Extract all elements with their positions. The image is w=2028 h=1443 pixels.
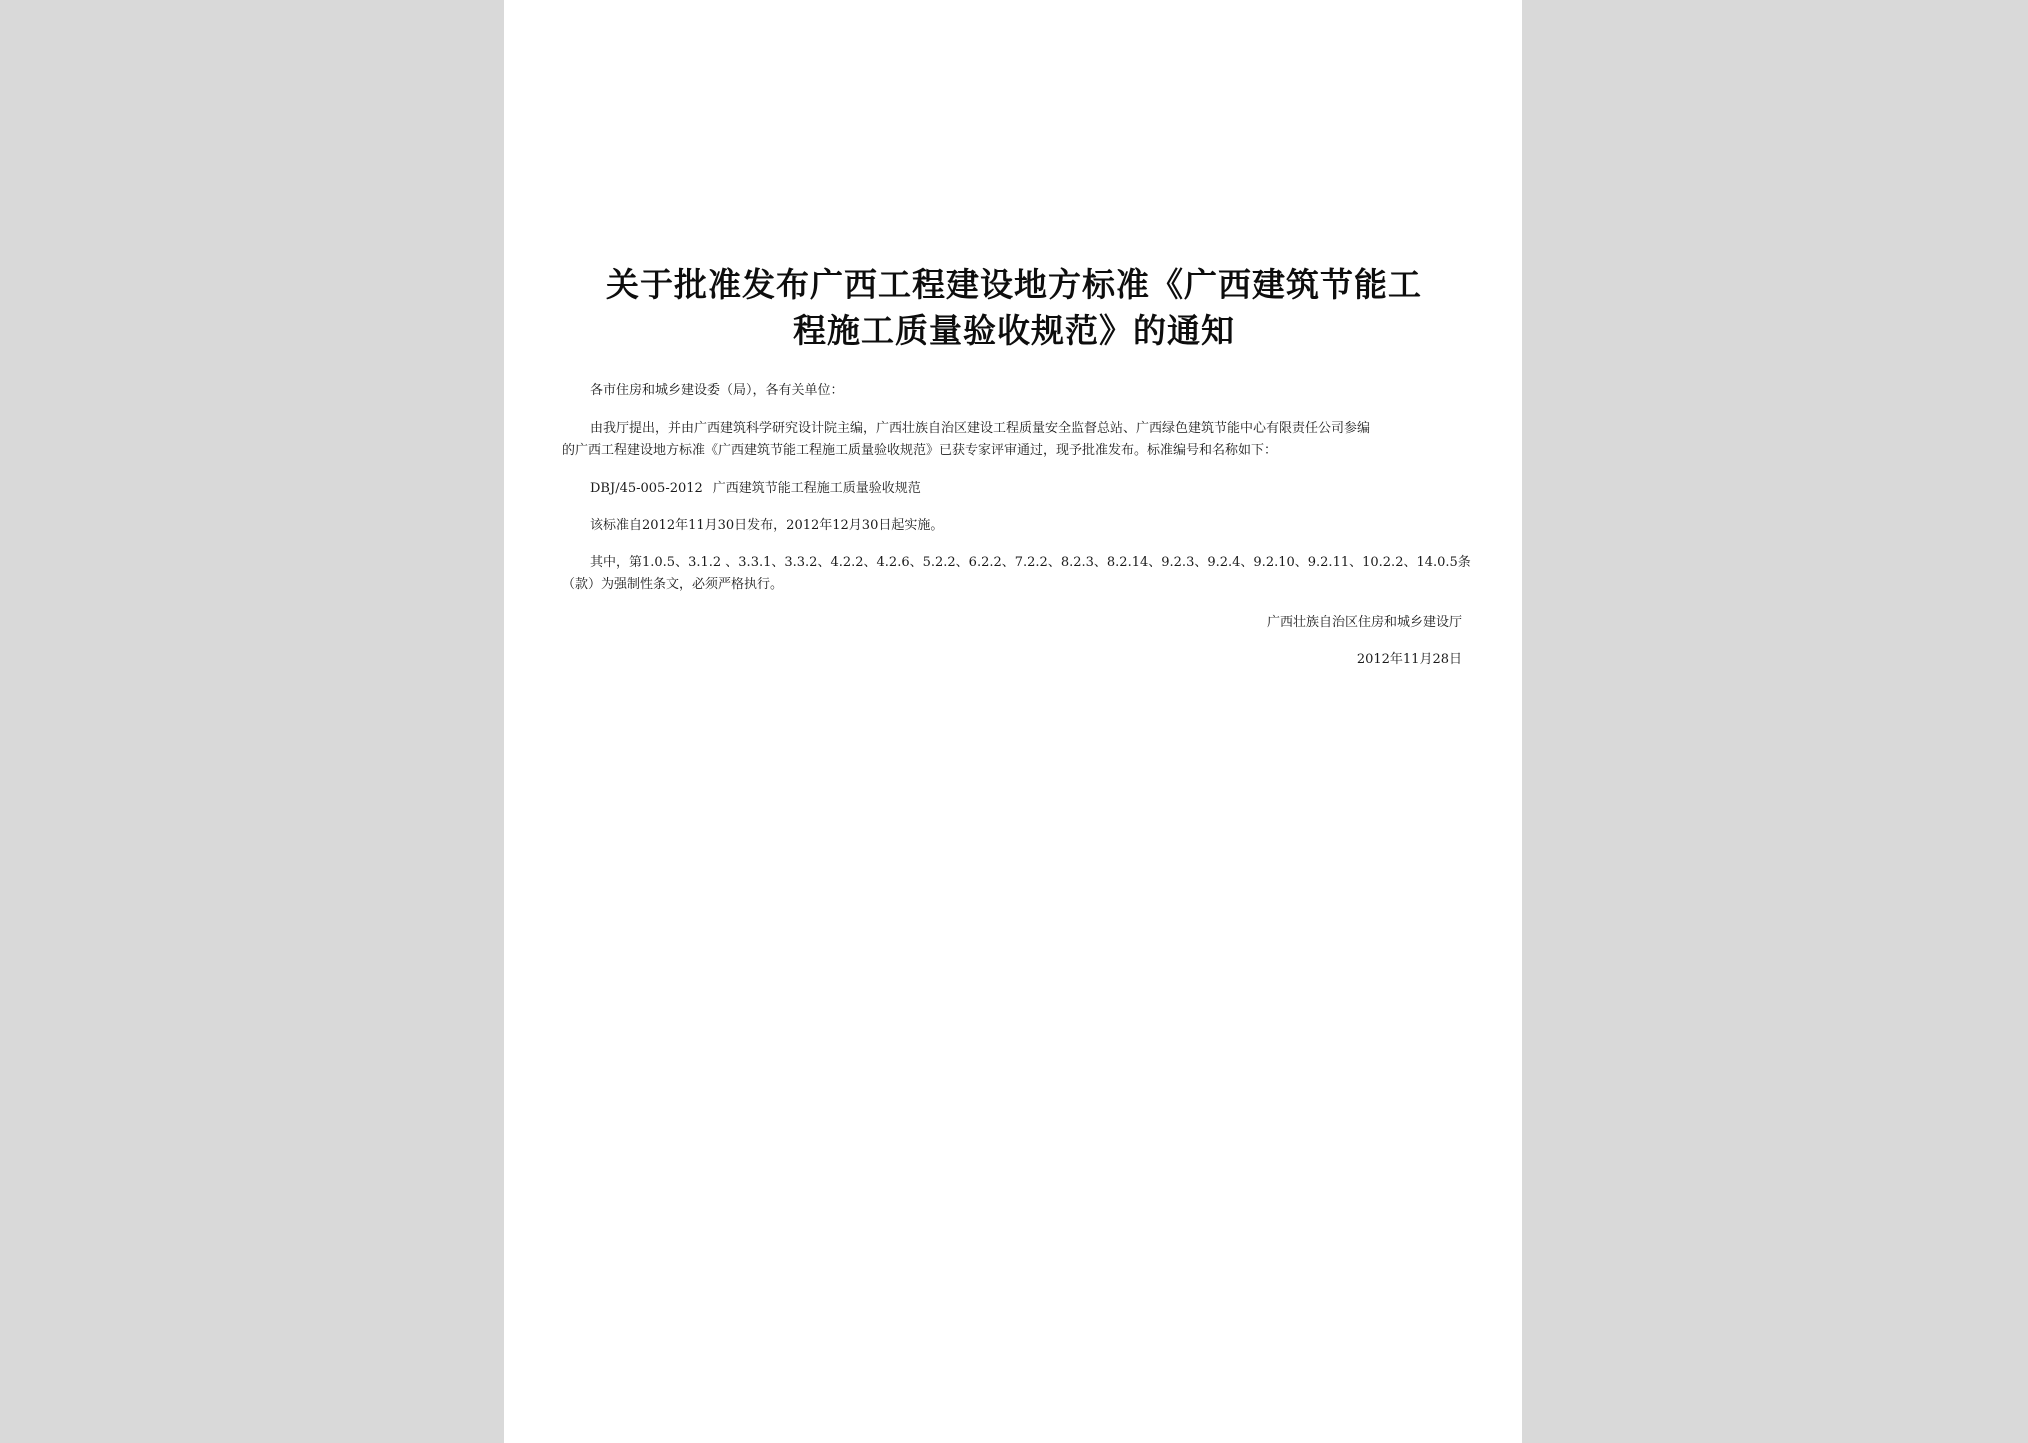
paragraph-1-line-1: 由我厅提出，并由广西建筑科学研究设计院主编，广西壮族自治区建设工程质量安全监督总站、广西绿色建筑节能中心有限责任公司参编 xyxy=(590,421,1371,436)
paragraph-3-line-1: 其中，第1.0.5、3.1.2 、3.3.1、3.3.2、4.2.2、4.2.6、5.2.2、6.2.2、7.2.2、8.2.3、8.2.14、9.2.3、9.2.4、9.2.10、9.2.11、10.2.2、14.0.5条 xyxy=(590,555,1471,570)
standard-name: 广西建筑节能工程施工质量验收规范 xyxy=(712,481,921,496)
document-title xyxy=(564,262,1464,354)
title-line-2: 程施工质量验收规范》的通知 xyxy=(793,311,1235,350)
paragraph-3-line-2: （款）为强制性条文，必须严格执行。 xyxy=(562,577,784,592)
standard-code: DBJ/45-005-2012 xyxy=(590,481,703,496)
standard-line xyxy=(590,478,921,500)
document-page xyxy=(504,0,1522,1443)
paragraph-1-line-2: 的广西工程建设地方标准《广西建筑节能工程施工质量验收规范》已获专家评审通过，现予批准发布。标准编号和名称如下： xyxy=(562,443,1278,458)
paragraph-2: 该标准自2012年11月30日发布，2012年12月30日起实施。 xyxy=(590,518,944,533)
issuer: 广西壮族自治区住房和城乡建设厅 xyxy=(1266,615,1462,630)
title-line-1: 关于批准发布广西工程建设地方标准《广西建筑节能工 xyxy=(606,265,1422,304)
issue-date: 2012年11月28日 xyxy=(1356,652,1462,667)
salutation: 各市住房和城乡建设委（局），各有关单位： xyxy=(590,383,844,398)
